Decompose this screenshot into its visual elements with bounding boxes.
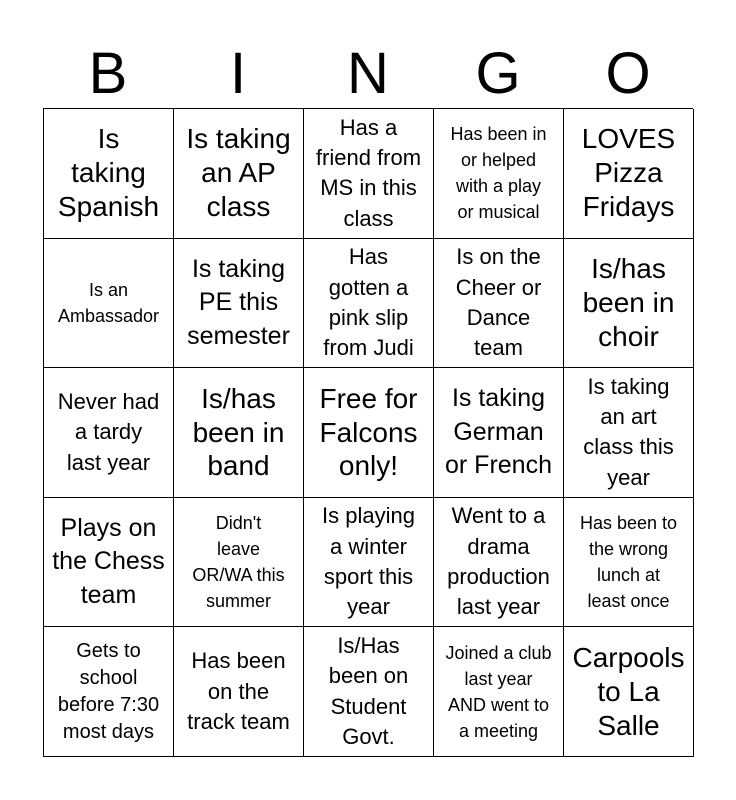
cell-text: Is taking PE this semester bbox=[187, 254, 290, 350]
cell-text: Is/Has been on Student Govt. bbox=[328, 632, 409, 750]
bingo-cell-r4-c3[interactable] bbox=[304, 498, 434, 628]
cell-text: Carpools to La Salle bbox=[572, 641, 685, 741]
cell-text: Plays on the Chess team bbox=[52, 513, 165, 609]
cell-text: Gets to school before 7:30 most days bbox=[57, 639, 160, 743]
cell-text: LOVES Pizza Fridays bbox=[581, 123, 676, 223]
cell-text: Is taking an AP class bbox=[186, 123, 291, 223]
header-letter-i: I bbox=[229, 41, 247, 106]
cell-text: Went to a drama production last year bbox=[447, 503, 550, 620]
cell-text: Joined a club last year AND went to a meeting bbox=[445, 642, 552, 741]
bingo-cell-r1-c1[interactable] bbox=[44, 109, 174, 239]
bingo-header bbox=[43, 40, 693, 108]
bingo-cell-r4-c1[interactable] bbox=[44, 498, 174, 628]
bingo-cell-r3-c3-free[interactable] bbox=[304, 368, 434, 498]
bingo-cell-r2-c5[interactable] bbox=[564, 239, 694, 369]
cell-text: Is an Ambassador bbox=[57, 279, 160, 326]
cell-text: Never had a tardy last year bbox=[57, 388, 160, 475]
cell-text: Didn't leave OR/WA this summer bbox=[192, 512, 285, 612]
cell-text: Is taking Spanish bbox=[57, 123, 160, 223]
bingo-cell-r2-c3[interactable] bbox=[304, 239, 434, 369]
header-letter-g: G bbox=[475, 41, 521, 106]
cell-text: Has been on the track team bbox=[187, 648, 290, 734]
bingo-cell-r2-c2[interactable] bbox=[174, 239, 304, 369]
bingo-cell-r2-c4[interactable] bbox=[434, 239, 564, 369]
bingo-cell-r5-c2[interactable] bbox=[174, 627, 304, 757]
cell-text: Has been in or helped with a play or musical bbox=[450, 124, 547, 223]
header-letter-o: O bbox=[605, 41, 651, 106]
bingo-cell-r5-c5[interactable] bbox=[564, 627, 694, 757]
bingo-cell-r5-c3[interactable] bbox=[304, 627, 434, 757]
cell-text: Is playing a winter sport this year bbox=[322, 503, 415, 620]
cell-text: Free for Falcons only! bbox=[319, 382, 418, 482]
cell-text: Has gotten a pink slip from Judi bbox=[323, 244, 414, 361]
cell-text: Has a friend from MS in this class bbox=[315, 114, 422, 231]
bingo-cell-r1-c3[interactable] bbox=[304, 109, 434, 239]
bingo-cell-r4-c4[interactable] bbox=[434, 498, 564, 628]
bingo-cell-r5-c1[interactable] bbox=[44, 627, 174, 757]
bingo-cell-r3-c4[interactable] bbox=[434, 368, 564, 498]
bingo-cell-r1-c4[interactable] bbox=[434, 109, 564, 239]
bingo-cell-r4-c5[interactable] bbox=[564, 498, 694, 628]
cell-text: Is/has been in choir bbox=[582, 253, 675, 352]
bingo-cell-r3-c1[interactable] bbox=[44, 368, 174, 498]
bingo-cell-r3-c2[interactable] bbox=[174, 368, 304, 498]
cell-text: Is on the Cheer or Dance team bbox=[455, 244, 542, 361]
bingo-cell-r3-c5[interactable] bbox=[564, 368, 694, 498]
header-letter-n: N bbox=[347, 41, 389, 106]
bingo-cell-r4-c2[interactable] bbox=[174, 498, 304, 628]
cell-text: Has been to the wrong lunch at least once bbox=[579, 512, 678, 612]
cell-text: Is taking an art class this year bbox=[583, 373, 674, 490]
bingo-cell-r2-c1[interactable] bbox=[44, 239, 174, 369]
header-letter-b: B bbox=[88, 41, 128, 106]
bingo-cell-r5-c4[interactable] bbox=[434, 627, 564, 757]
cell-text: Is taking German or French bbox=[445, 384, 552, 480]
bingo-cell-r1-c2[interactable] bbox=[174, 109, 304, 239]
cell-text: Is/has been in band bbox=[192, 382, 285, 482]
bingo-cell-r1-c5[interactable] bbox=[564, 109, 694, 239]
bingo-grid bbox=[43, 108, 693, 757]
